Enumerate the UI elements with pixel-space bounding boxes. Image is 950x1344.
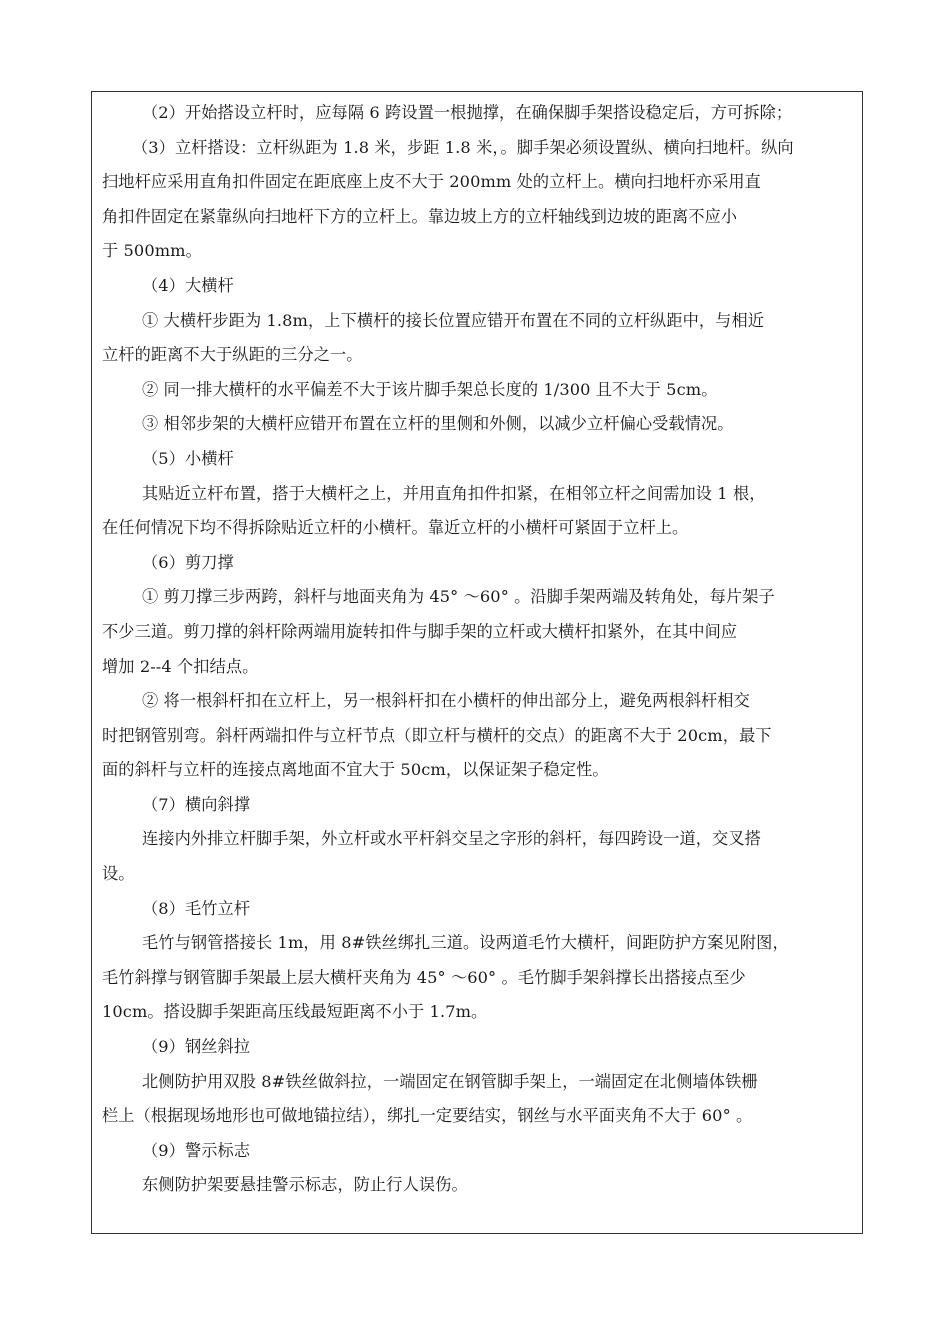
text-line: ② 同一排大横杆的水平偏差不大于该片脚手架总长度的 1/300 且不大于 5cm。 <box>142 379 718 399</box>
text-line: （2）开始搭设立杆时，应每隔 6 跨设置一根抛撑，在确保脚手架搭设稳定后，方可拆除； <box>142 103 793 122</box>
section-heading: （9）警示标志 <box>142 1140 251 1160</box>
text-line: 增加 2--4 个扣结点。 <box>102 656 259 676</box>
text-line: 于 500mm。 <box>102 241 202 261</box>
text-line: ① 剪刀撑三步两跨，斜杆与地面夹角为 45° ～60° 。沿脚手架两端及转角处，每片架子 <box>142 587 775 607</box>
text-line: 角扣件固定在紧靠纵向扫地杆下方的立杆上。靠边坡上方的立杆轴线到边坡的距离不应小 <box>102 206 738 226</box>
text-line: 毛竹与钢管搭接长 1m，用 8#铁丝绑扎三道。设两道毛竹大横杆，间距防护方案见附图， <box>142 933 789 953</box>
text-line: 时把钢管别弯。斜杆两端扣件与立杆节点（即立杆与横杆的交点）的距离不大于 20cm，最下 <box>102 725 772 745</box>
text-line: ① 大横杆步距为 1.8m，上下横杆的接长位置应错开布置在不同的立杆纵距中，与相近 <box>142 310 765 330</box>
section-heading: （6）剪刀撑 <box>142 552 234 572</box>
document-body <box>92 92 862 1203</box>
text-line: 在任何情况下均不得拆除贴近立杆的小横杆。靠近立杆的小横杆可紧固于立杆上。 <box>102 518 689 538</box>
text-line: 其贴近立杆布置，搭于大横杆之上，并用直角扣件扣紧，在相邻立杆之间需加设 1 根， <box>142 483 766 503</box>
section-heading: （8）毛竹立杆 <box>142 898 251 918</box>
section-heading: （4）大横杆 <box>142 275 234 295</box>
text-line: 10cm。搭设脚手架距高压线最短距离不小于 1.7m。 <box>102 1002 488 1022</box>
text-line: ③ 相邻步架的大横杆应错开布置在立杆的里侧和外侧，以减少立杆偏心受载情况。 <box>142 414 734 434</box>
text-line: 北侧防护用双股 8#铁丝做斜拉，一端固定在钢管脚手架上，一端固定在北侧墙体铁栅 <box>142 1071 758 1091</box>
text-line: 栏上（根据现场地形也可做地锚拉结），绑扎一定要结实，钢丝与水平面夹角不大于 60° 。 <box>102 1106 753 1126</box>
text-line: ② 将一根斜杆扣在立杆上，另一根斜杆扣在小横杆的伸出部分上，避免两根斜杆相交 <box>142 691 750 711</box>
text-line: （3）立杆搭设：立杆纵距为 1.8 米，步距 1.8 米，。脚手架必须设置纵、横向扫地杆。纵向 <box>132 137 794 157</box>
text-line: 不少三道。剪刀撑的斜杆除两端用旋转扣件与脚手架的立杆或大横杆扣紧外，在其中间应 <box>102 621 738 641</box>
text-line: 毛竹斜撑与钢管脚手架最上层大横杆夹角为 45° ～60° 。毛竹脚手架斜撑长出搭接点至少 <box>102 967 746 987</box>
text-line: 扫地杆应采用直角扣件固定在距底座上皮不大于 200mm 处的立杆上。横向扫地杆亦采用直 <box>102 172 761 192</box>
section-heading: （7）横向斜撑 <box>142 794 251 814</box>
text-line: 立杆的距离不大于纵距的三分之一。 <box>102 345 363 365</box>
text-line: 东侧防护架要悬挂警示标志，防止行人误伤。 <box>142 1175 468 1195</box>
section-heading: （5）小横杆 <box>142 448 234 468</box>
text-line: 连接内外排立杆脚手架，外立杆或水平杆斜交呈之字形的斜杆，每四跨设一道，交叉搭 <box>142 829 761 849</box>
section-heading: （9）钢丝斜拉 <box>142 1037 251 1057</box>
document-frame <box>91 91 863 1234</box>
text-line: 设。 <box>102 864 135 884</box>
text-line: 面的斜杆与立杆的连接点离地面不宜大于 50cm，以保证架子稳定性。 <box>102 760 609 780</box>
